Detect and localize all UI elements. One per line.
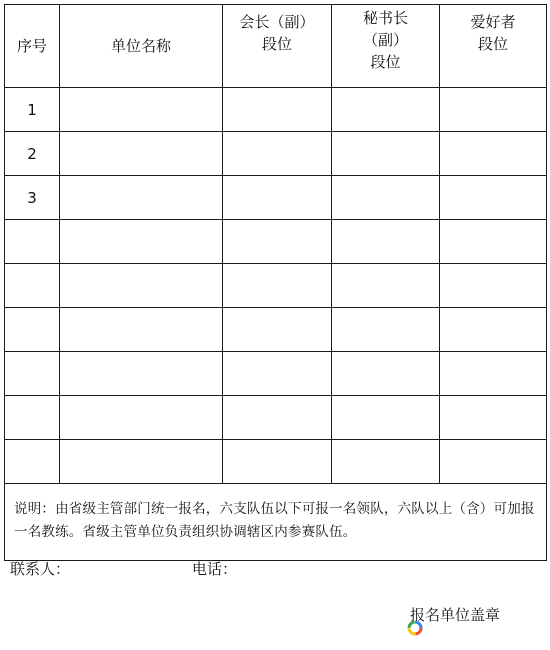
table-row [5, 176, 547, 220]
cell-amateur-rank[interactable] [440, 176, 547, 220]
cell-secretary-rank[interactable] [332, 132, 440, 176]
table-row [5, 264, 547, 308]
cell-unit-name[interactable] [60, 88, 223, 132]
registration-table [4, 4, 547, 561]
cell-unit-name[interactable] [60, 352, 223, 396]
cell-amateur-rank[interactable] [440, 264, 547, 308]
cell-amateur-rank[interactable] [440, 220, 547, 264]
cell-unit-name[interactable] [60, 264, 223, 308]
cell-president-rank[interactable] [223, 88, 332, 132]
cell-secretary-rank[interactable] [332, 88, 440, 132]
cell-secretary-rank[interactable] [332, 308, 440, 352]
cell-amateur-rank[interactable] [440, 88, 547, 132]
cell-serial-number [5, 220, 60, 264]
table-row [5, 396, 547, 440]
cell-unit-name[interactable] [60, 176, 223, 220]
cell-serial-number: 2 [5, 132, 60, 176]
cell-unit-name[interactable] [60, 440, 223, 484]
phone-label: 电话： [192, 560, 238, 578]
cell-secretary-rank[interactable] [332, 176, 440, 220]
cell-secretary-rank[interactable] [332, 440, 440, 484]
cell-unit-name[interactable] [60, 132, 223, 176]
cell-serial-number: 1 [5, 88, 60, 132]
cell-amateur-rank[interactable] [440, 396, 547, 440]
cell-president-rank[interactable] [223, 132, 332, 176]
note-row [5, 484, 547, 561]
cell-secretary-rank[interactable] [332, 352, 440, 396]
header-unit-name: 单位名称 [60, 5, 223, 88]
cell-president-rank[interactable] [223, 352, 332, 396]
cell-unit-name[interactable] [60, 220, 223, 264]
cell-serial-number [5, 440, 60, 484]
header-amateur-rank: 爱好者 段位 [440, 5, 547, 88]
header-row [5, 5, 547, 88]
cell-president-rank[interactable] [223, 396, 332, 440]
cell-serial-number: 3 [5, 176, 60, 220]
cell-president-rank[interactable] [223, 440, 332, 484]
header-president-rank: 会长（副） 段位 [223, 5, 332, 88]
cell-president-rank[interactable] [223, 220, 332, 264]
watermark-icon [407, 620, 423, 636]
header-serial-number: 序号 [5, 5, 60, 88]
stamp-label: 报名单位盖章 [410, 606, 501, 624]
cell-serial-number [5, 352, 60, 396]
cell-secretary-rank[interactable] [332, 220, 440, 264]
cell-amateur-rank[interactable] [440, 440, 547, 484]
cell-serial-number [5, 396, 60, 440]
cell-serial-number [5, 264, 60, 308]
cell-president-rank[interactable] [223, 176, 332, 220]
cell-secretary-rank[interactable] [332, 264, 440, 308]
header-secretary-rank: 秘书长 （副） 段位 [332, 5, 440, 88]
cell-president-rank[interactable] [223, 264, 332, 308]
table-row [5, 220, 547, 264]
note-text: 说明：由省级主管部门统一报名，六支队伍以下可报一名领队，六队以上（含）可加报一名教练。省级主管单位负责组织协调辖区内参赛队伍。 [5, 484, 547, 561]
cell-secretary-rank[interactable] [332, 396, 440, 440]
cell-unit-name[interactable] [60, 308, 223, 352]
table-row [5, 308, 547, 352]
cell-amateur-rank[interactable] [440, 132, 547, 176]
table-row [5, 88, 547, 132]
table-row [5, 352, 547, 396]
cell-amateur-rank[interactable] [440, 352, 547, 396]
table-row [5, 132, 547, 176]
cell-serial-number [5, 308, 60, 352]
table-row [5, 440, 547, 484]
cell-unit-name[interactable] [60, 396, 223, 440]
contact-person-label: 联系人： [10, 560, 71, 578]
cell-amateur-rank[interactable] [440, 308, 547, 352]
registration-form [4, 4, 546, 561]
cell-president-rank[interactable] [223, 308, 332, 352]
table-body [5, 88, 547, 484]
